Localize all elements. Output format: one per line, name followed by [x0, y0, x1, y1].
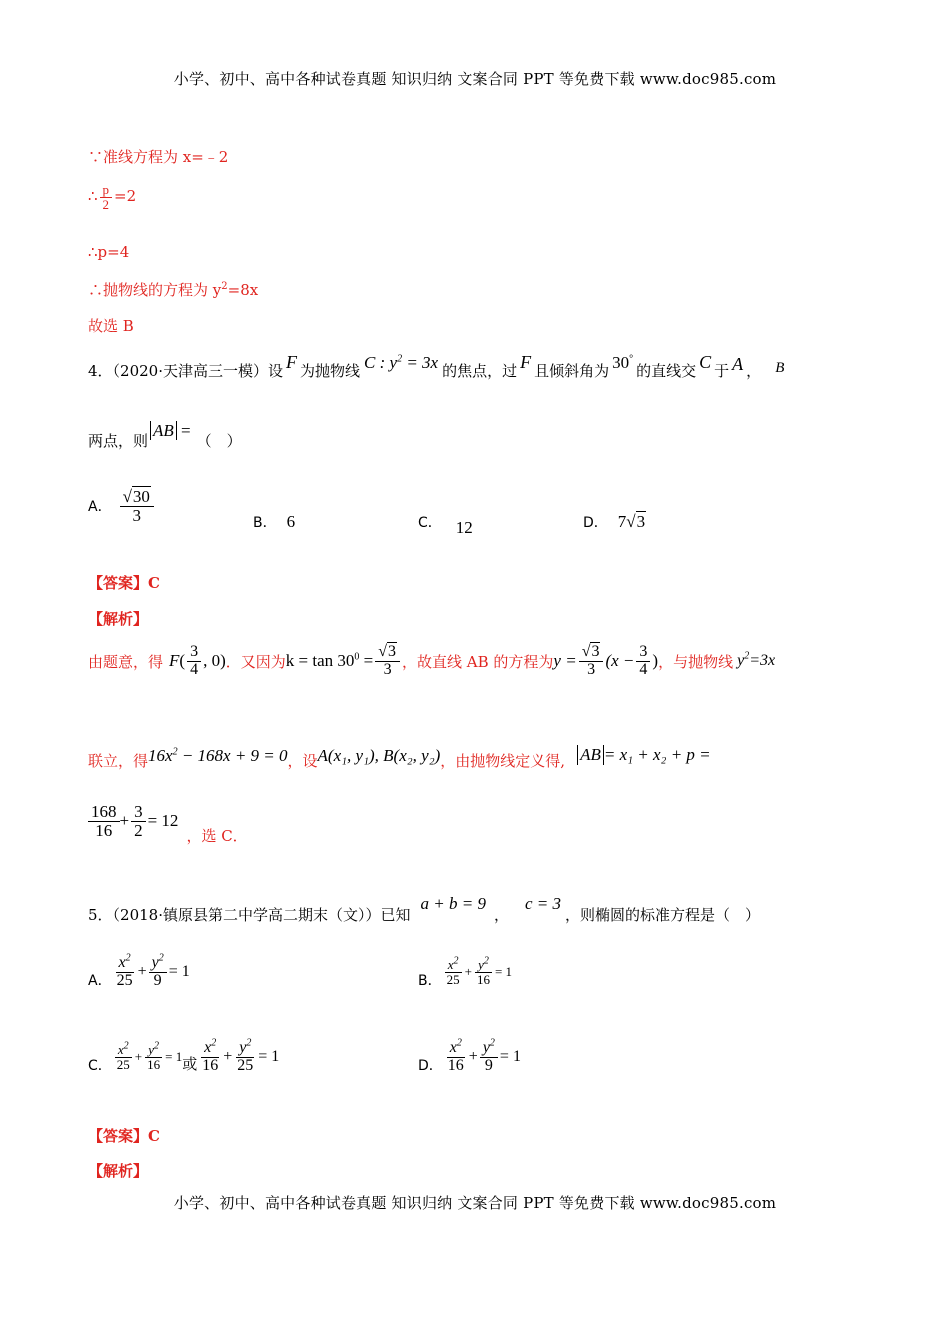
- numerator: 168: [88, 803, 120, 822]
- denominator: 9: [153, 971, 162, 989]
- text: ，故直线 AB 的方程为: [402, 652, 554, 671]
- denominator: 2: [134, 820, 143, 840]
- text: 且倾斜角为: [534, 362, 610, 380]
- analysis-line-2: [88, 744, 711, 771]
- condition-2: c = 3: [524, 894, 561, 913]
- paren: ): [652, 651, 659, 671]
- denominator: 25: [237, 1056, 254, 1074]
- text: =8x: [227, 281, 259, 299]
- equals: =: [359, 651, 374, 671]
- question-number: 5．: [88, 906, 113, 924]
- denominator: 9: [484, 1056, 493, 1074]
- text: ，由抛物线定义得,: [440, 752, 566, 770]
- option-label: B．: [253, 515, 277, 531]
- option-label: C．: [88, 1058, 112, 1075]
- text: 两点，则: [88, 432, 149, 450]
- denominator: 2: [102, 196, 110, 212]
- y-expr: y =: [553, 651, 577, 671]
- plus: +: [134, 1049, 143, 1065]
- numerator: p: [100, 183, 113, 198]
- text: 的直线交: [636, 362, 697, 380]
- abs-AB: AB: [577, 745, 604, 765]
- text: ，选 C．: [186, 826, 248, 845]
- numerator: [475, 955, 492, 973]
- exponent: 2: [246, 1037, 252, 1049]
- paren: (: [179, 651, 186, 671]
- numerator: [480, 1037, 498, 1058]
- variable: x: [118, 954, 126, 971]
- exponent: 2: [397, 353, 403, 365]
- option-value: [618, 512, 646, 531]
- degree: °: [629, 353, 634, 365]
- fraction: [579, 644, 604, 679]
- or-word: 或: [182, 1054, 198, 1073]
- numerator: [236, 1037, 254, 1058]
- variable: x: [447, 957, 454, 972]
- condition-1: a + b = 9: [420, 894, 486, 913]
- question-number: 4．: [88, 362, 113, 380]
- option-label: A．: [88, 973, 112, 990]
- numerator: [445, 955, 462, 973]
- abs-AB: AB: [150, 421, 177, 440]
- text: ，则椭圆的标准方程是（ ）: [565, 906, 761, 924]
- option-c[interactable]: [418, 512, 473, 537]
- fraction: [636, 644, 650, 679]
- variable: y: [478, 957, 484, 972]
- sqrt: √3: [378, 643, 396, 660]
- plus: +: [119, 811, 130, 831]
- equals: =2: [114, 187, 137, 206]
- fraction: [114, 1040, 133, 1072]
- therefore-symbol: ∴: [88, 187, 98, 206]
- coefficient: 7: [617, 512, 627, 531]
- equals: = 1: [168, 963, 190, 981]
- text: ，设: [287, 752, 318, 770]
- variable: y: [151, 954, 159, 971]
- x-expr: (x −: [605, 651, 635, 671]
- plus: +: [137, 963, 147, 981]
- denominator: 3: [132, 505, 141, 525]
- exponent: 2: [125, 952, 131, 964]
- answer-label: 【答案】C: [88, 574, 160, 592]
- exponent: 2: [453, 955, 459, 967]
- exponent: 0: [354, 651, 360, 663]
- eq-part: C : y: [364, 353, 398, 372]
- option-label: D．: [418, 1058, 443, 1075]
- question-4-stem-line2: [88, 421, 242, 451]
- plus: +: [468, 1048, 478, 1066]
- equals: = 1: [165, 1049, 183, 1065]
- denominator: 25: [116, 1056, 130, 1072]
- answer-label: 【答案】C: [88, 1127, 160, 1145]
- result: = 12: [147, 811, 179, 831]
- sqrt: √3: [581, 643, 600, 660]
- solution-line-1: [88, 146, 228, 167]
- numerator: [579, 644, 604, 662]
- symbol-C: C: [699, 352, 712, 372]
- fraction: [88, 803, 120, 840]
- denominator: 4: [639, 660, 648, 678]
- denominator: 16: [147, 1056, 161, 1072]
- exponent: 2: [172, 745, 178, 757]
- radicand: 30: [132, 487, 150, 506]
- fraction: [480, 1037, 498, 1075]
- parabola-expr: [737, 652, 775, 670]
- symbol-F: F: [286, 352, 297, 372]
- text: ．又因为: [225, 652, 286, 671]
- quadratic: [148, 746, 288, 766]
- fraction: [474, 955, 493, 987]
- fraction: [100, 183, 113, 211]
- solution-line-2: [88, 183, 136, 211]
- fraction: [375, 644, 400, 679]
- denominator: 3: [587, 660, 596, 678]
- angle-value: 30: [612, 353, 630, 372]
- exponent: 2: [456, 1037, 462, 1049]
- exponent: 2: [123, 1040, 129, 1052]
- variable: x: [117, 1042, 124, 1058]
- solution-line-5: 故选 B: [88, 317, 134, 335]
- text: ∴抛物线的方程为 y: [88, 281, 222, 299]
- text: 的焦点，过: [442, 362, 518, 380]
- numerator: [120, 488, 154, 507]
- denominator: 25: [116, 971, 133, 989]
- option-b[interactable]: [253, 512, 295, 532]
- value: ﹣2: [203, 148, 229, 166]
- exponent: 2: [154, 1040, 160, 1052]
- numerator: [201, 1037, 219, 1058]
- exponent: 2: [158, 952, 164, 964]
- analysis-label: 【解析】: [88, 610, 149, 628]
- numerator: [115, 1040, 132, 1058]
- text: 为抛物线: [300, 362, 361, 380]
- option-value: 12: [455, 518, 473, 537]
- plus: +: [464, 964, 472, 980]
- denominator: 16: [447, 1056, 464, 1074]
- exponent: 2: [489, 1037, 495, 1049]
- page-header: 小学、初中、高中各种试卷真题 知识归纳 文案合同 PPT 等免费下载 www.doc985.com: [173, 70, 777, 88]
- numerator: [375, 644, 400, 662]
- fraction: [199, 1037, 221, 1075]
- text: , 0): [203, 651, 226, 671]
- sum-expr: = x₁ + x₂ + p =: [603, 744, 711, 764]
- exponent: 2: [221, 281, 228, 292]
- variable: x: [204, 1039, 212, 1056]
- equals: = 1: [494, 964, 513, 980]
- radicand: 3: [636, 512, 646, 531]
- fraction: [234, 1037, 256, 1075]
- option-d[interactable]: [418, 1037, 521, 1075]
- sqrt: √30: [122, 487, 150, 506]
- analysis-label: 【解析】: [88, 1162, 149, 1180]
- eq-part: 16x: [148, 745, 173, 765]
- fraction: [445, 1037, 467, 1075]
- question-4-stem: [88, 352, 785, 381]
- numerator: 3: [636, 644, 650, 662]
- numerator: [116, 952, 134, 973]
- numerator: [149, 952, 167, 973]
- solution-line-4: [88, 279, 258, 300]
- fraction: [131, 803, 146, 840]
- exponent: 2: [211, 1037, 217, 1049]
- points: A(x₁, y₁), B(x₂, y₂): [317, 745, 441, 765]
- page-footer: 小学、初中、高中各种试卷真题 知识归纳 文案合同 PPT 等免费下载 www.doc985.com: [173, 1194, 777, 1212]
- eq-part: =3x: [749, 652, 776, 670]
- solution-line-3: ∴p=4: [88, 243, 130, 261]
- eq-part: y: [737, 652, 745, 670]
- numerator: [145, 1040, 162, 1058]
- exponent: 2: [744, 650, 750, 662]
- option-value: 6: [286, 512, 296, 531]
- variable: y: [148, 1042, 155, 1058]
- radicand: 3: [591, 643, 600, 660]
- fraction: [114, 952, 136, 990]
- denominator: 16: [95, 820, 113, 840]
- denominator: 25: [446, 971, 460, 987]
- fraction: [144, 1040, 163, 1072]
- blank: （ ）: [196, 432, 242, 450]
- denominator: 3: [383, 660, 392, 678]
- eq-part: = 3x: [402, 353, 439, 372]
- option-label: C．: [418, 515, 442, 531]
- option-d[interactable]: [583, 512, 646, 532]
- option-label: A．: [88, 499, 112, 516]
- option-a[interactable]: [88, 952, 190, 990]
- equals: = 1: [258, 1048, 280, 1066]
- numerator: 3: [187, 644, 201, 662]
- analysis-line-1: [88, 644, 775, 679]
- text: ，: [746, 362, 762, 380]
- fraction: [187, 644, 201, 679]
- equals: =: [176, 421, 191, 440]
- question-source: （2020·天津高三一模）设: [112, 362, 283, 380]
- text: ，与抛物线: [658, 652, 734, 671]
- variable: y: [239, 1039, 247, 1056]
- option-b[interactable]: [418, 955, 513, 990]
- symbol-B: B: [775, 360, 785, 376]
- option-label: B．: [418, 973, 442, 990]
- option-a[interactable]: [88, 488, 156, 525]
- fraction: [149, 952, 167, 990]
- variable: y: [482, 1039, 490, 1056]
- focus-F: F: [169, 651, 180, 671]
- denominator: 16: [476, 971, 490, 987]
- option-label: D．: [583, 515, 608, 531]
- numerator: 3: [131, 803, 146, 822]
- option-c[interactable]: [88, 1037, 280, 1075]
- slope-expr: k = tan 30: [285, 651, 355, 671]
- text: 由题意，得: [88, 652, 164, 671]
- plus: +: [223, 1048, 233, 1066]
- radicand: 3: [388, 643, 396, 660]
- text: 于: [714, 362, 730, 380]
- eq-part: − 168x + 9 = 0: [177, 745, 288, 765]
- slope: [286, 651, 373, 671]
- text: 联立，得: [88, 752, 149, 770]
- equation-C: [364, 353, 438, 372]
- denominator: 4: [190, 660, 199, 678]
- sqrt: √3: [626, 512, 646, 531]
- denominator: 16: [202, 1056, 219, 1074]
- symbol-F: F: [520, 352, 532, 372]
- fraction: [120, 488, 154, 525]
- variable: x: [449, 1039, 457, 1056]
- exponent: 2: [483, 955, 489, 967]
- fraction: [444, 955, 463, 987]
- text: ∵准线方程为 x=: [88, 148, 204, 166]
- equals: = 1: [499, 1048, 521, 1066]
- numerator: [447, 1037, 465, 1058]
- symbol-A: A: [732, 354, 744, 374]
- text: ，: [493, 906, 509, 924]
- angle: [612, 353, 633, 372]
- question-5-stem: [88, 894, 761, 925]
- question-source: （2018·镇原县第二中学高二期末（文））已知: [112, 906, 411, 924]
- analysis-line-3: [88, 802, 248, 845]
